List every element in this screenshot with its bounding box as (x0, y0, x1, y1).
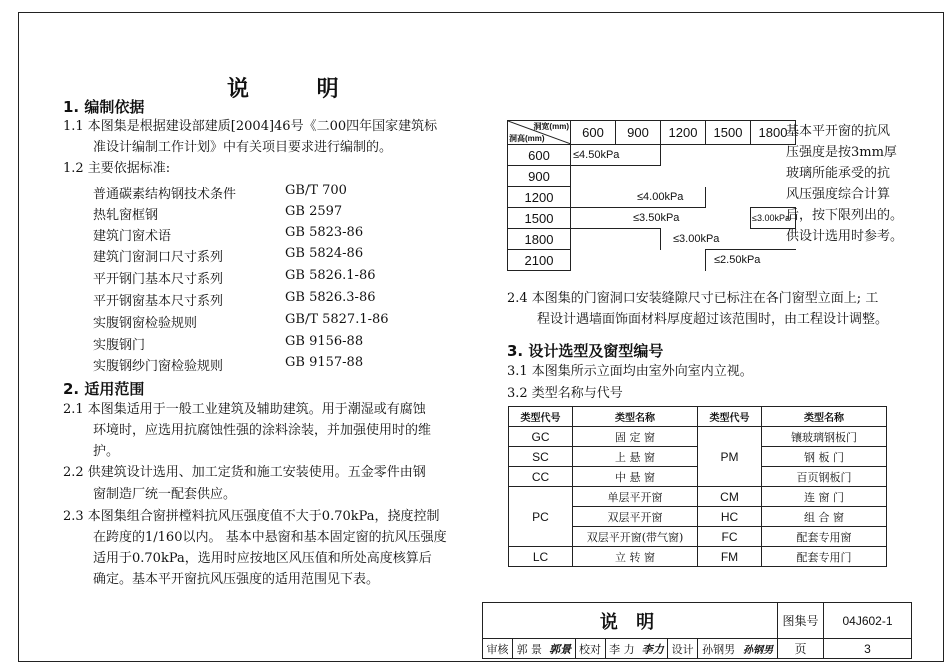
page-number: 3 (824, 639, 912, 659)
type-name: 组 合 窗 (762, 507, 887, 527)
para-2-4-line-2: 程设计遇墙面饰面材料厚度超过该范围时，由工程设计调整。 (537, 312, 889, 327)
section-3-heading: 3. 设计选型及窗型编号 (507, 342, 664, 360)
para-2-line: 2.1 本图集适用于一般工业建筑及辅助建筑。用于潮湿或有腐蚀 (63, 402, 426, 417)
type-code: CM (698, 487, 762, 507)
type-code: FC (698, 527, 762, 547)
zone-blank (616, 166, 661, 187)
standard-name: 建筑门窗洞口尺寸系列 (93, 250, 224, 265)
standard-code: GB/T 700 (285, 183, 347, 198)
col-header: 1800 (751, 121, 796, 145)
type-code: PC (509, 487, 573, 547)
para-3-1: 3.1 本图集所示立面均由室外向室内立视。 (507, 364, 753, 379)
standard-name: 实腹钢窗检验规则 (93, 316, 198, 331)
reviewer-name: 郭 景 (512, 639, 545, 659)
zone-blank (661, 145, 796, 166)
section-2-heading: 2. 适用范围 (63, 380, 145, 398)
type-name: 单层平开窗 (573, 487, 698, 507)
type-name: 配套专用门 (762, 547, 887, 567)
col-header: 1200 (661, 121, 706, 145)
para-2-line: 2.2 供建筑设计选用、加工定货和施工安装使用。五金零件由钢 (63, 465, 426, 480)
standard-code: GB 2597 (285, 204, 343, 219)
type-name: 上 悬 窗 (573, 447, 698, 467)
col-header: 900 (616, 121, 661, 145)
standard-code: GB 9156-88 (285, 334, 364, 349)
table-header: 类型代号 (509, 407, 573, 427)
type-name: 中 悬 窗 (573, 467, 698, 487)
col-header: 600 (571, 121, 616, 145)
type-code: LC (509, 547, 573, 567)
page-label: 页 (778, 639, 824, 659)
para-2-line: 确定。基本平开窗抗风压强度的适用范围见下表。 (93, 572, 380, 587)
types-table (508, 406, 887, 567)
zone-blank (661, 166, 796, 187)
type-name: 镶玻璃钢板门 (762, 427, 887, 447)
table-row (509, 487, 887, 507)
type-code: FM (698, 547, 762, 567)
zone-label: ≤3.00kPa (661, 229, 796, 250)
standard-name: 热轧窗框钢 (93, 208, 159, 223)
zone-blank (571, 166, 616, 187)
para-1-1-line-2: 准设计编制工作计划》中有关项目要求进行编制的。 (93, 140, 393, 155)
role-label: 校对 (575, 639, 605, 659)
standard-name: 实腹钢门 (93, 338, 146, 353)
note-line: 玻璃所能承受的抗 (786, 166, 891, 181)
atlas-label: 图集号 (778, 603, 824, 639)
table-header: 类型代号 (698, 407, 762, 427)
row-header: 1500 (508, 208, 571, 229)
type-code: PM (698, 427, 762, 487)
note-line: 后，按下限列出的。 (786, 208, 904, 223)
row-header: 600 (508, 145, 571, 166)
para-2-line: 在跨度的1/160以内。 基本中悬窗和基本固定窗的抗风压强度 (93, 530, 447, 545)
type-code: GC (509, 427, 573, 447)
para-2-line: 适用于0.70kPa，选用时应按地区风压值和所处高度核算后 (93, 551, 432, 566)
row-header: 2100 (508, 250, 571, 271)
section-1-heading: 1. 编制依据 (63, 98, 145, 116)
title-block-title: 说 明 (483, 603, 778, 639)
role-label: 审核 (483, 639, 513, 659)
row-header: 900 (508, 166, 571, 187)
standard-name: 建筑门窗术语 (93, 229, 172, 244)
zone-label: ≤3.00kPa (751, 208, 796, 229)
standard-code: GB 9157-88 (285, 355, 364, 370)
type-name: 百页钢板门 (762, 467, 887, 487)
standard-code: GB 5826.1-86 (285, 268, 376, 283)
note-line: 压强度是按3mm厚 (786, 145, 897, 160)
signature-reviewer: 郭景 (546, 639, 575, 659)
designer-name: 孙钢男 (698, 639, 740, 659)
zone-blank (571, 229, 661, 250)
checker-name: 李 力 (605, 639, 638, 659)
zone-label: ≤4.50kPa (571, 145, 661, 166)
corner-label-top: 洞宽(mm) (533, 122, 569, 131)
type-code: HC (698, 507, 762, 527)
type-name: 配套专用窗 (762, 527, 887, 547)
row-header: 1200 (508, 187, 571, 208)
zone-label: ≤3.50kPa (633, 212, 680, 224)
para-1-2: 1.2 主要依据标准: (63, 161, 171, 176)
note-line: 供设计选用时参考。 (786, 229, 904, 244)
type-name: 双层平开窗 (573, 507, 698, 527)
role-label: 设计 (668, 639, 698, 659)
para-3-2: 3.2 类型名称与代号 (507, 386, 623, 401)
signature-checker: 李力 (638, 639, 667, 659)
standard-code: GB/T 5827.1-86 (285, 312, 389, 327)
table-header: 类型名称 (573, 407, 698, 427)
zone-blank (571, 250, 706, 271)
table-row (509, 547, 887, 567)
col-header: 1500 (706, 121, 751, 145)
note-line: 风压强度综合计算 (786, 187, 891, 202)
zone-blank (706, 187, 796, 208)
para-2-line: 环境时，应选用抗腐蚀性强的涂料涂装，并加强使用时的维 (93, 423, 432, 438)
table-row (509, 427, 887, 447)
type-name: 双层平开窗(带气窗) (573, 527, 698, 547)
title-block (482, 602, 912, 659)
standard-name: 普通碳素结构钢技术条件 (93, 187, 237, 202)
zone-label: ≤2.50kPa (706, 250, 796, 271)
type-name: 固 定 窗 (573, 427, 698, 447)
type-name: 立 转 窗 (573, 547, 698, 567)
table-header: 类型名称 (762, 407, 887, 427)
type-code: CC (509, 467, 573, 487)
atlas-number: 04J602-1 (824, 603, 912, 639)
signature-designer: 孙钢男 (739, 639, 777, 659)
para-2-4-line-1: 2.4 本图集的门窗洞口安装缝隙尺寸已标注在各门窗型立面上; 工 (507, 291, 879, 306)
page-title: 说 明 (227, 77, 369, 102)
type-name: 钢 板 门 (762, 447, 887, 467)
zone-label: ≤4.00kPa (571, 187, 706, 208)
standard-code: GB 5824-86 (285, 246, 364, 261)
note-line: 基本平开窗的抗风 (786, 124, 891, 139)
standard-code: GB 5823-86 (285, 225, 364, 240)
row-header: 1800 (508, 229, 571, 250)
para-2-line: 护。 (93, 444, 120, 459)
wind-pressure-table (507, 120, 796, 271)
table-corner-cell (508, 121, 571, 145)
para-2-line: 2.3 本图集组合窗拼樘料抗风压强度值不大于0.70kPa，挠度控制 (63, 509, 440, 524)
standard-name: 实腹钢纱门窗检验规则 (93, 359, 224, 374)
para-2-line: 窗制造厂统一配套供应。 (93, 487, 237, 502)
standard-name: 平开钢窗基本尺寸系列 (93, 294, 224, 309)
para-1-1-line-1: 1.1 本图集是根据建设部建质[2004]46号《二00四年国家建筑标 (63, 119, 438, 134)
type-code: SC (509, 447, 573, 467)
type-name: 连 窗 门 (762, 487, 887, 507)
standard-code: GB 5826.3-86 (285, 290, 376, 305)
standard-name: 平开钢门基本尺寸系列 (93, 272, 224, 287)
corner-label-bottom: 洞高(mm) (509, 134, 545, 143)
